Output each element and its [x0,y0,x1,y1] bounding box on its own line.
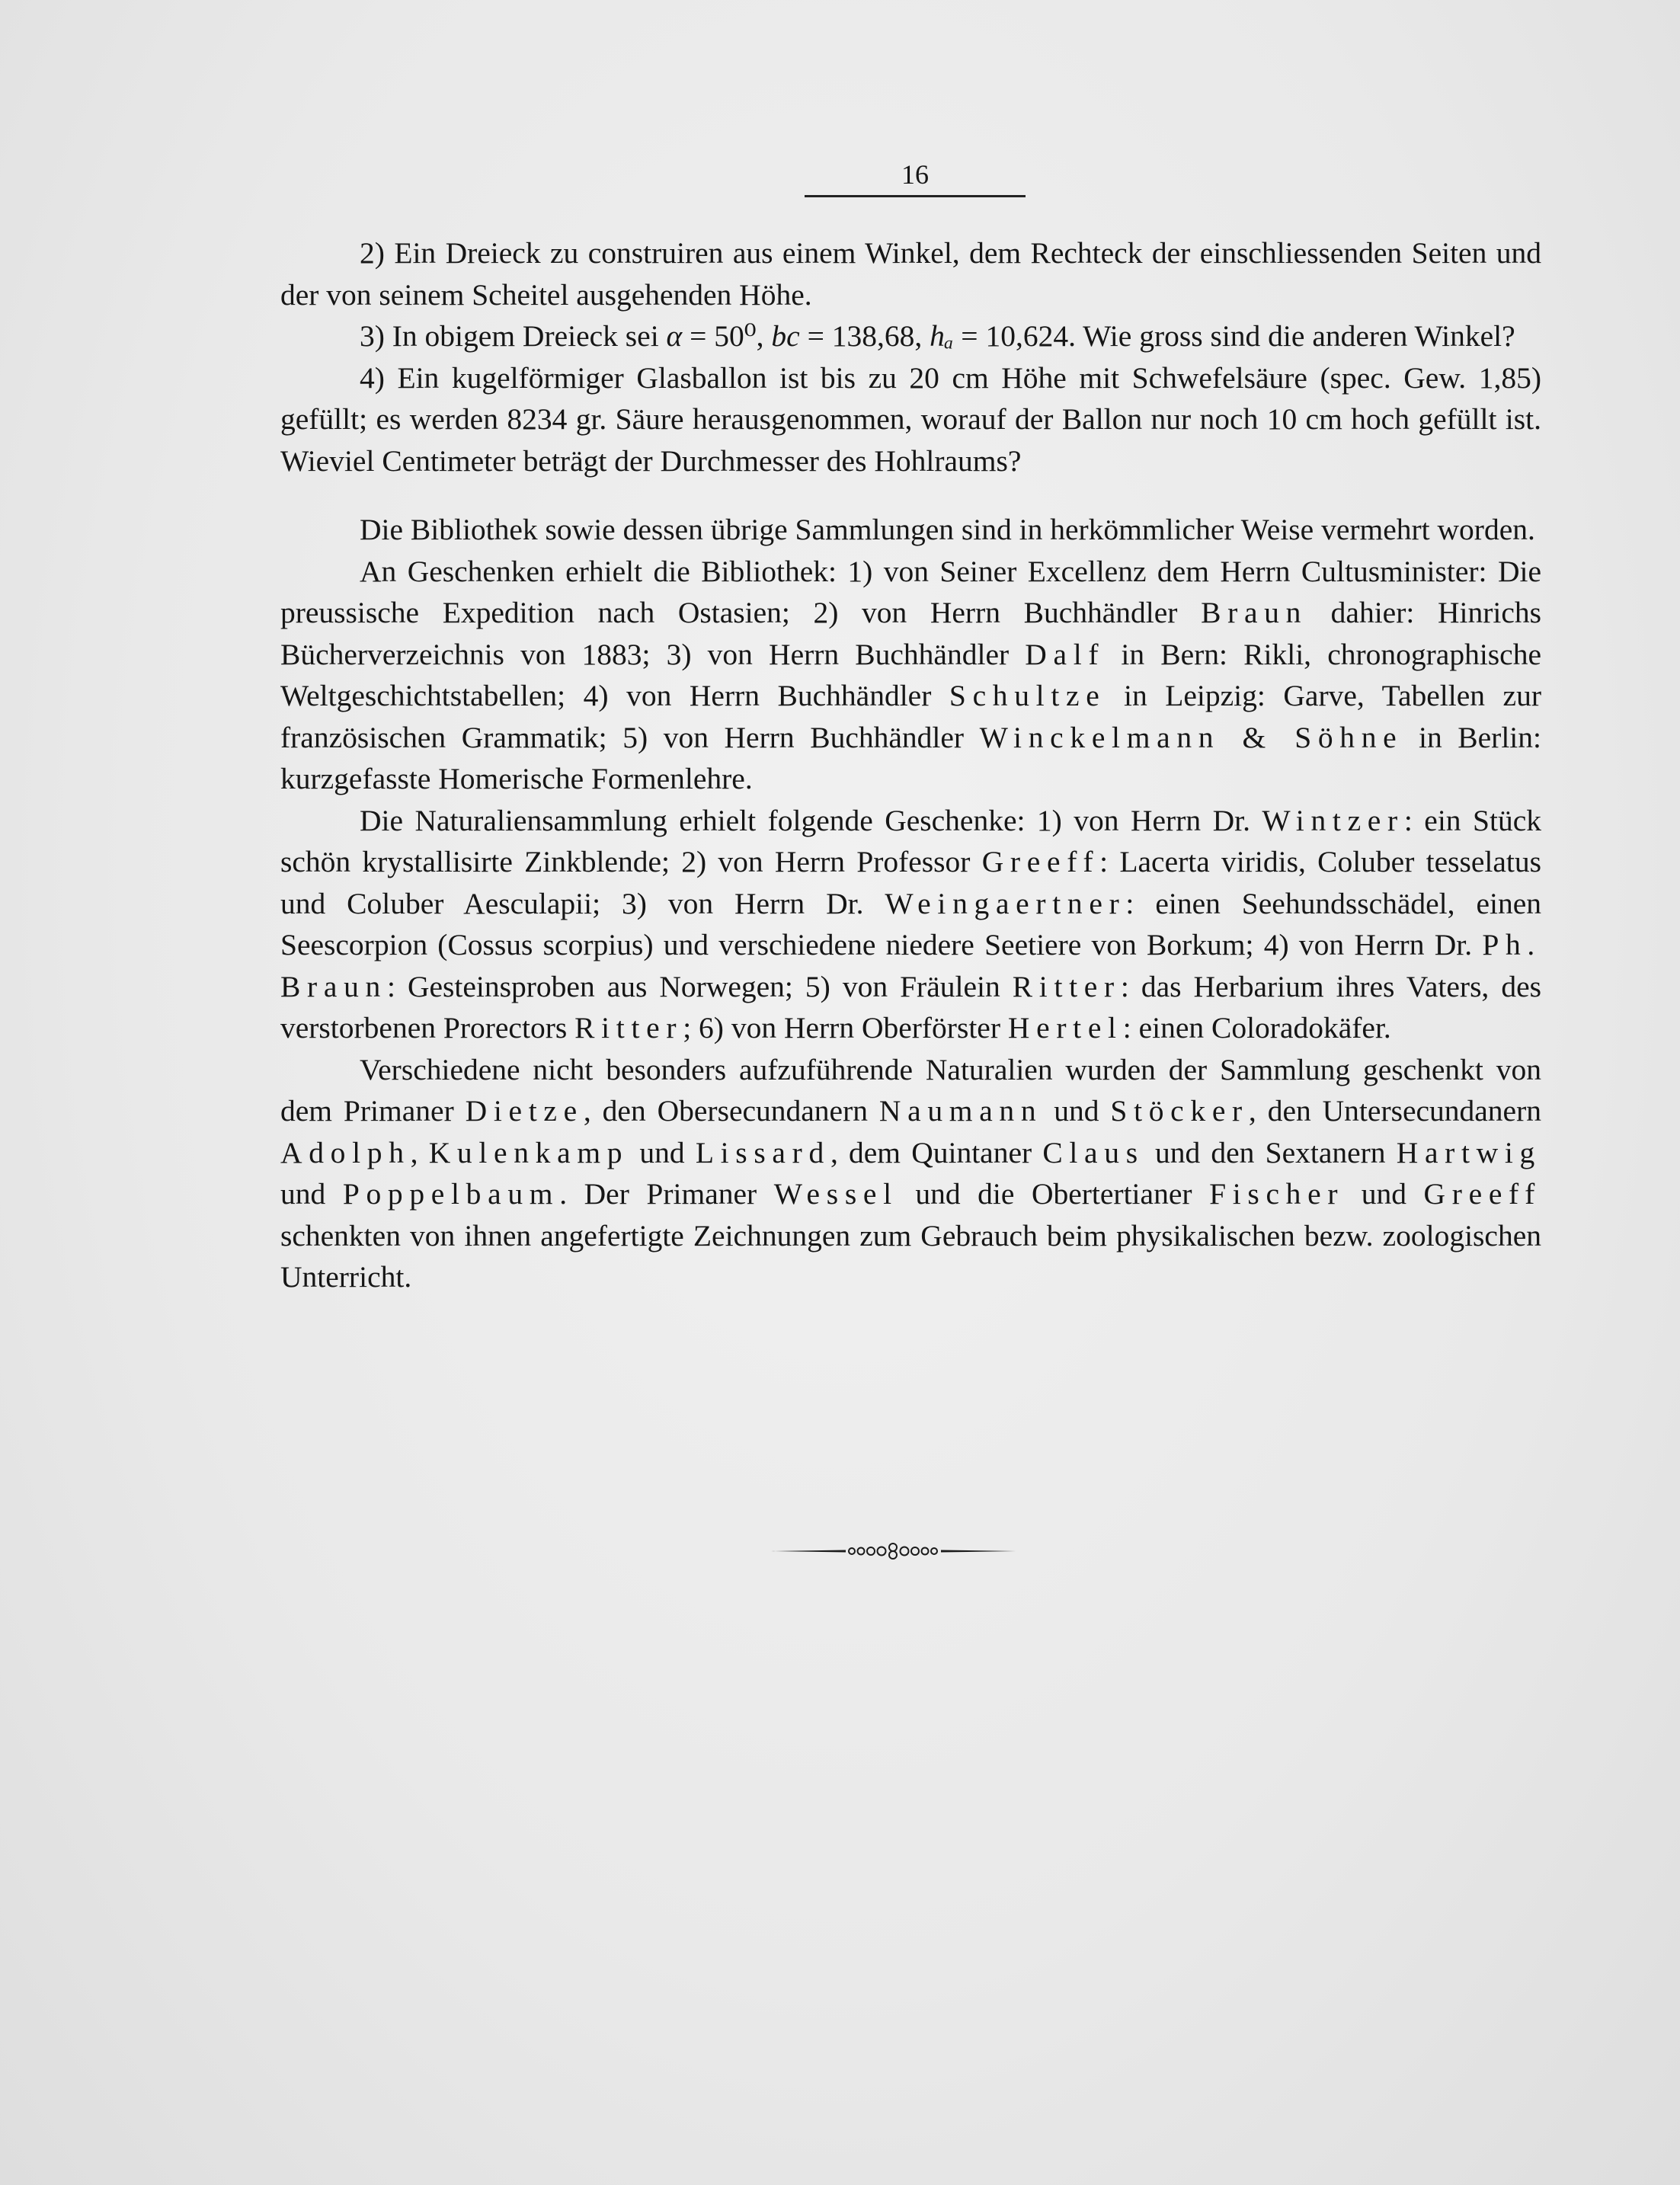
question-2: 2) Ein Dreieck zu construiren aus einem Winkel, dem Rechteck der einschliessenden Seiten und der von seinem Scheitel ausgehenden Höhe. [280,236,1541,312]
gb-text: in Bern: Rikli, chronographische Weltgeschichtstabellen; 4) von Herrn Buchhändler [280,637,1541,712]
nat-text: : das Herbarium ihres Vaters, des verstorbenen Prorectors [280,969,1541,1045]
gb-text: An Geschenken erhielt die Bibliothek: 1) von Seiner Excellenz dem Herrn Cultusminister: Die preussische Expedition nach Ostasien; 2) von Herrn Buchhändler [280,554,1541,629]
page-number-rule [805,195,1026,197]
ver-text: , den Obersecundanern [583,1094,879,1128]
ver-text: und die Obertertianer [898,1177,1210,1211]
ver-name: Wessel [773,1177,898,1211]
gb-name: Dalf [1025,637,1106,671]
nat-name: Greeff [981,845,1100,878]
nat-name: Ph. Braun [280,928,1541,1003]
main-text [280,232,1541,1298]
nat-name: Ritter [574,1011,683,1045]
ver-name: Hartwig [1396,1135,1542,1169]
nat-name: Hertel [1007,1011,1123,1045]
nat-text: ; 6) von Herrn Oberförster [683,1011,1008,1045]
ver-text: und [280,1177,343,1211]
ver-text: schenkten von ihnen angefertigte Zeichnungen zum Gebrauch beim physikalischen bezw. zoologischen Unterricht. [280,1218,1541,1294]
nat-name: Wintzer [1262,803,1404,837]
nat-name: Ritter [1012,969,1121,1003]
q3-prefix: 3) In obigem Dreieck sei [360,319,667,353]
ver-name: Claus [1042,1135,1144,1169]
ver-name: Stöcker [1110,1094,1249,1128]
ver-name: Adolph [280,1135,411,1169]
geschenke-bibliothek [280,551,1541,800]
gb-name: Schultze [949,679,1106,712]
q3-eq1: = 50⁰, [682,319,772,353]
ver-text: Verschiedene nicht besonders aufzuführende Naturalien wurden der Sammlung geschenkt von dem Primaner [280,1052,1541,1128]
ver-name: Greeff [1423,1177,1542,1211]
nat-text: : Gesteinsproben aus Norwegen; 5) von Fräulein [386,969,1013,1003]
q3-alpha: α [666,319,683,353]
nat-text: : Lacerta viridis, Coluber tesselatus und Coluber Aesculapii; 3) von Herrn Dr. [280,845,1541,920]
q3-eq3: = 10,624. Wie gross sind die anderen Winkel? [953,319,1515,353]
bibliothek-intro: Die Bibliothek sowie dessen übrige Sammlungen sind in herkömmlicher Weise vermehrt worden. [360,513,1535,546]
ver-name: Dietze [465,1094,584,1128]
nat-name: Weingaertner [885,886,1126,920]
question-4: 4) Ein kugelförmiger Glasballon ist bis zu 20 cm Höhe mit Schwefelsäure (spec. Gew. 1,85) gefüllt; es werden 8234 gr. Säure herausgenommen, worauf der Ballon nur noch 10 cm hoch gefüllt ist. Wieviel Centimeter beträgt der Durchmesser des Hohlraums? [280,360,1541,478]
gb-text: in Berlin: kurzgefasste Homerische Formenlehre. [280,720,1541,795]
ver-text: , dem Quintaner [830,1135,1043,1169]
nat-text: : ein Stück schön krystallisirte Zinkblende; 2) von Herrn Professor [280,803,1541,878]
ver-text: , den Untersecundanern [1248,1094,1541,1128]
question-3 [280,315,1541,357]
ver-name: Kulenkamp [428,1135,629,1169]
ver-text: . Der Primaner [559,1177,774,1211]
verschiedene-naturalien [280,1049,1541,1298]
ver-name: Naumann [878,1094,1043,1128]
ver-text: und den Sextanern [1144,1135,1397,1169]
ver-name: Lissard [695,1135,830,1169]
ver-name: Fischer [1209,1177,1345,1211]
naturalien-geschenke [280,800,1541,1049]
ver-name: Poppelbaum [342,1177,560,1211]
nat-text: : einen Coloradokäfer. [1122,1011,1391,1045]
ornament-divider [770,1540,1017,1562]
nat-text: : einen Seehundsschädel, einen Seescorpion (Cossus scorpius) und verschiedene niedere Seetiere von Borkum; 4) von Herrn Dr. [280,886,1541,961]
ver-text: , [410,1135,429,1169]
ver-text: und [1344,1177,1424,1211]
ver-text: und [629,1135,696,1169]
gb-name: Winckelmann & Söhne [979,720,1403,754]
ver-text: und [1042,1094,1111,1128]
q3-bc: bc [771,319,800,353]
gb-text: dahier: Hinrichs Bücherverzeichnis von 1883; 3) von Herrn Buchhändler [280,596,1541,671]
nat-text: Die Naturaliensammlung erhielt folgende Geschenke: 1) von Herrn Dr. [360,803,1262,837]
gb-name: Braun [1201,596,1308,629]
page-number: 16 [901,159,929,190]
q3-ha: hₐ [930,319,954,353]
q3-eq2: = 138,68, [799,319,930,353]
gb-text: in Leipzig: Garve, Tabellen zur französischen Grammatik; 5) von Herrn Buchhändler [280,679,1541,754]
